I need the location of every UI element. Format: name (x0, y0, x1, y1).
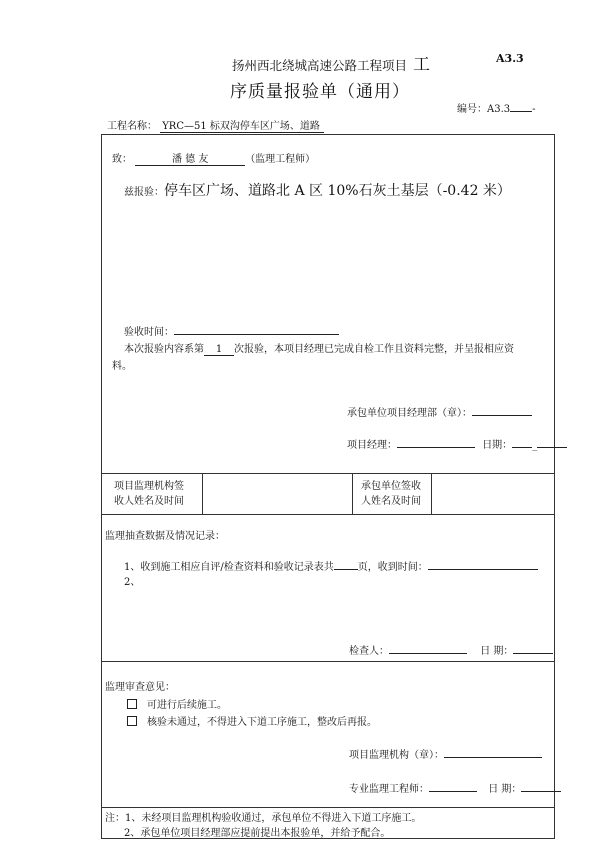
checker-date-label: 日 期： (480, 646, 514, 657)
item1-time-blank (428, 559, 538, 570)
header-project-suffix: 工 (413, 55, 430, 75)
to-label: 致： (112, 154, 132, 165)
opt1-label: 可进行后续施工。 (147, 700, 227, 711)
note-2: 2、承包单位项目经理部应提前提出本报验单，并给予配合。 (124, 828, 391, 839)
engineer-blank (429, 781, 477, 792)
note-1: 注：1、未经项目监理机构验收通过，承包单位不得进入下道工序施工。 (105, 813, 422, 824)
project-name-value: YRC—51 标双沟停车区广场、道路 (160, 117, 324, 133)
header-project: 扬州西北绕城高速公路工程项目 (232, 58, 408, 73)
engineer-line (349, 780, 561, 795)
opt1-line[interactable] (127, 696, 227, 711)
report-label: 兹报验： (124, 187, 164, 198)
count-value: 1 (204, 344, 234, 356)
org-blank (444, 747, 542, 758)
opt2-label: 核验未通过，不得进入下道工序施工，整改后再报。 (147, 717, 377, 728)
item1-pages-blank (334, 559, 358, 570)
to-name: 潘 德 友 (135, 150, 245, 166)
project-name-row (107, 117, 324, 133)
count-suffix: 次报验，本项目经理已完成自检工作且资料完整，并呈报相应资 (234, 344, 514, 355)
count-suffix-2: 料。 (112, 361, 132, 372)
item1-line (124, 558, 538, 573)
pm-date-tail: _ (532, 440, 538, 451)
contractor-dept-line (347, 404, 532, 419)
contractor-dept-blank (472, 405, 532, 416)
serial-blank (510, 101, 532, 112)
report-count-line (124, 340, 514, 356)
section3-title: 监理审查意见： (105, 682, 175, 693)
org-line (349, 746, 542, 761)
section2-title: 监理抽查数据及情况记录： (105, 531, 225, 542)
checker-label: 检查人： (349, 646, 389, 657)
pm-blank (397, 437, 475, 448)
report-value: 停车区广场、道路北 A 区 10%石灰土基层（-0.42 米） (164, 183, 511, 199)
org-label: 项目监理机构（章）： (349, 750, 444, 761)
checker-date-blank (513, 643, 553, 654)
contractor-dept-label: 承包单位项目经理部（章）： (347, 408, 472, 419)
opt2-checkbox[interactable] (127, 716, 137, 726)
item2: 2、 (124, 577, 141, 588)
opt2-line[interactable] (127, 713, 377, 728)
form-code: A3.3 (496, 52, 524, 65)
pm-date-label: 日期： (482, 440, 513, 451)
header-project-line (232, 50, 430, 75)
item1-prefix: 1、收到施工相应自评/检查资料和验收记录表共 (124, 562, 334, 573)
count-prefix: 本次报验内容系第 (124, 344, 204, 355)
pm-date-blank (512, 437, 532, 448)
engineer-date-blank (521, 781, 561, 792)
pm-label: 项目经理： (347, 440, 397, 451)
project-name-label: 工程名称： (107, 121, 157, 132)
serial-label: 编号：A3.3 (457, 104, 511, 115)
accept-time-blank (174, 324, 339, 335)
opt1-checkbox[interactable] (127, 699, 137, 709)
checker-line (349, 642, 553, 657)
page-title: 序质量报验单（通用） (230, 82, 410, 102)
item1-mid: 页，收到时间： (357, 562, 428, 573)
serial-tail: - (532, 104, 536, 115)
sup-sign-label: 项目监理机构签 收人姓名及时间 (114, 481, 184, 507)
checker-blank (389, 643, 467, 654)
con-sign-label: 承包单位签收 人姓名及时间 (361, 481, 421, 507)
accept-time-label: 验收时间： (124, 327, 174, 338)
report-line (124, 180, 511, 200)
accept-time-line (124, 323, 339, 338)
serial-number (457, 100, 536, 115)
to-line (112, 150, 315, 166)
engineer-label: 专业监理工程师： (349, 784, 429, 795)
pm-date-line (347, 436, 567, 451)
to-role: （监理工程师） (245, 154, 316, 165)
engineer-date-label: 日 期： (488, 784, 522, 795)
